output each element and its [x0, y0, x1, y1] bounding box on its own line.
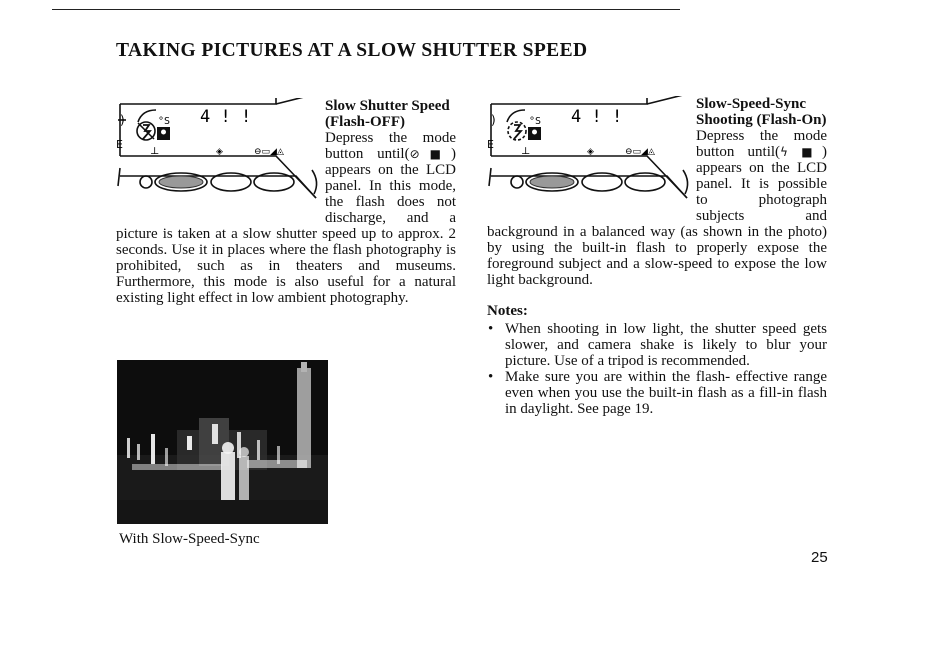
notes-list	[487, 321, 827, 417]
flash-on-inline-icon: ϟ ■	[780, 145, 822, 159]
portrait-mode-icon	[528, 127, 541, 140]
top-rule	[52, 9, 680, 10]
svg-text:⊖▭◢◬: ⊖▭◢◬	[254, 146, 284, 156]
svg-text:◈: ◈	[587, 146, 594, 156]
note-item: • When shooting in low light, the shutter speed gets slower, and camera shake is likely to blur your picture. Use of a tripod is recommended.	[487, 321, 827, 369]
svg-text:◈: ◈	[216, 146, 223, 156]
portrait-mode-icon	[157, 127, 170, 140]
left-body-start: Depress the mode button until(	[325, 130, 456, 162]
svg-text:): )	[491, 113, 496, 127]
left-heading: Slow Shutter Speed (Flash-OFF)	[325, 98, 450, 130]
lcd-panel-illustration-flash-on	[487, 96, 692, 216]
photo-slow-speed-sync	[117, 360, 328, 524]
flash-off-icon	[137, 122, 155, 140]
lcd-readout: 4 ! !	[200, 107, 252, 127]
right-body-start: Depress the mode button until(	[696, 128, 827, 160]
svg-text:⊥: ⊥	[521, 146, 531, 157]
left-column	[116, 98, 456, 306]
page-title: TAKING PICTURES AT A SLOW SHUTTER SPEED	[116, 40, 588, 61]
svg-text:): )	[120, 113, 125, 127]
svg-text:°S: °S	[529, 116, 542, 127]
lcd-readout: 4 ! !	[571, 107, 623, 127]
svg-text:E: E	[116, 138, 123, 151]
left-body-rest: ) appears on the LCD panel. In this mode, the flash does not discharge, and a picture is taken at a slow shutter speed up to approx. 2 seconds. Use it in places where the flash photography is prohibited, such as in theaters and museums. Furthermore, this mode is also useful for a natural existing light effect in low ambient photography.	[116, 146, 456, 306]
flash-off-inline-icon: ⊘■	[409, 147, 451, 161]
flash-on-icon	[508, 122, 526, 140]
lcd-panel-illustration-flash-off	[116, 98, 321, 218]
right-column	[487, 96, 827, 417]
right-heading: Slow-Speed-Sync Shooting (Flash-On)	[696, 96, 827, 128]
note-item: • Make sure you are within the flash- effective range even when you use the built-in flash as a fill-in flash in daylight. See page 19.	[487, 369, 827, 417]
svg-text:⊥: ⊥	[150, 146, 160, 157]
photo-caption: With Slow-Speed-Sync	[119, 531, 260, 547]
notes-title: Notes:	[487, 303, 528, 319]
page-number: 25	[811, 549, 828, 566]
right-body-rest: ) appears on the LCD panel. It is possible to photograph subjects and background in a balanced way (as shown in the photo) by using the built-in flash to properly expose the foreground subject and a slow-speed to expose the low light background.	[487, 144, 827, 288]
svg-text:°S: °S	[158, 116, 171, 127]
svg-text:⊖▭◢◬: ⊖▭◢◬	[625, 146, 655, 156]
svg-text:E: E	[487, 138, 494, 151]
